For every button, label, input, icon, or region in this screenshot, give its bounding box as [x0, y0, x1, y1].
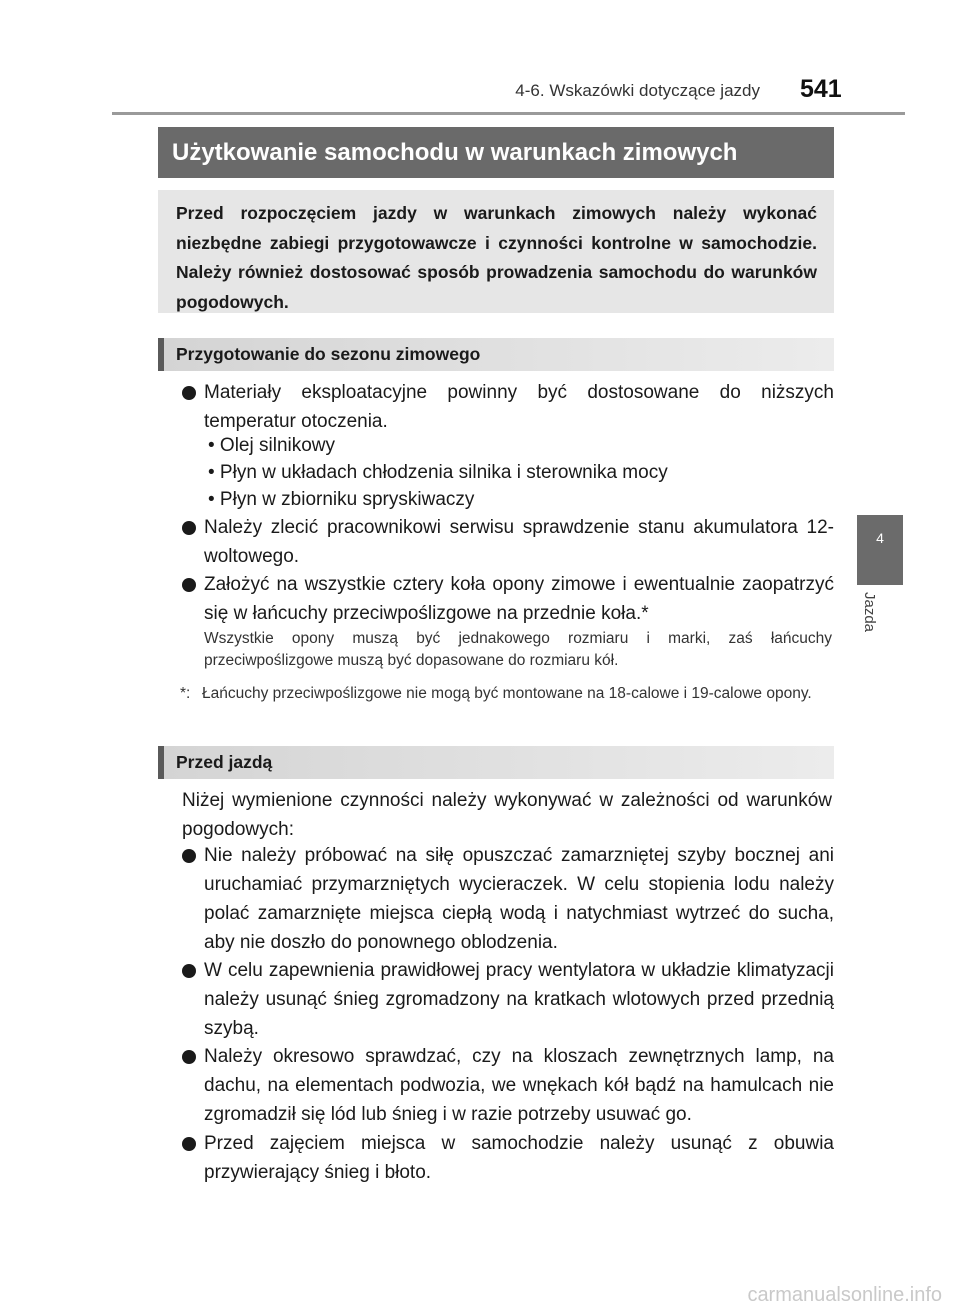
page-title: Użytkowanie samochodu w warunkach zimowych — [172, 139, 738, 166]
watermark: carmanualsonline.info — [747, 1284, 942, 1306]
bullet-icon — [182, 386, 196, 400]
sub-list-item: • Olej silnikowy — [208, 435, 336, 456]
intro-text: Przed rozpoczęciem jazdy w warunkach zimowych należy wykonać niezbędne zabiegi przygotowawcze i czynności kontrolne w samochodzie. Należy również dostosować sposób prowadzenia samochodu do warunków pogodowych. — [176, 203, 817, 312]
header-divider — [112, 112, 905, 115]
sub-list-item: • Płyn w zbiorniku spryskiwaczy — [208, 489, 475, 510]
list-item-text: Należy okresowo sprawdzać, czy na kloszach zewnętrznych lamp, na dachu, na elementach podwozia, we wnękach kół bądź na hamulcach nie zgromadził się lód lub śnieg i w razie potrzeby usuwać go. — [204, 1046, 834, 1125]
bullet-icon — [182, 578, 196, 592]
list-item-text: Należy zlecić pracownikowi serwisu sprawdzenie stanu akumulatora 12-woltowego. — [204, 517, 834, 567]
list-item-text: Przed zajęciem miejsca w samochodzie należy usunąć z obuwia przywierający śnieg i błoto. — [204, 1133, 834, 1183]
intro-box — [158, 190, 834, 313]
list-item-text: W celu zapewnienia prawidłowej pracy wentylatora w układzie klimatyzacji należy usunąć śnieg zgromadzony na kratkach wlotowych przed przednią szybą. — [204, 960, 834, 1039]
list-item — [180, 841, 834, 957]
page-number: 541 — [800, 75, 842, 103]
list-item-text: Nie należy próbować na siłę opuszczać zamarzniętej szyby bocznej ani uruchamiać przymarzniętych wycieraczek. W celu stopienia lodu należy polać zamarznięte miejsca ciepłą wodą i natychmiast wytrzeć do sucha, aby nie doszło do ponownego oblodzenia. — [204, 845, 834, 953]
section-heading-before-driving — [158, 746, 834, 779]
list-item — [180, 513, 834, 571]
section-reference: 4-6. Wskazówki dotyczące jazdy — [515, 81, 760, 100]
section-intro-text: Niżej wymienione czynności należy wykonywać w zależności od warunków pogodowych: — [182, 790, 832, 840]
chapter-number: 4 — [876, 530, 884, 546]
running-header — [0, 0, 960, 120]
footnote-text: Łańcuchy przeciwpoślizgowe nie mogą być montowane na 18-calowe i 19-calowe opony. — [202, 685, 812, 702]
page-title-bar — [158, 127, 834, 178]
bullet-icon — [182, 964, 196, 978]
chapter-title-text: Jazda — [861, 592, 878, 633]
list-item-text: Założyć na wszystkie cztery koła opony zimowe i ewentualnie zaopatrzyć się w łańcuchy przeciwpoślizgowe na przednie koła.* — [204, 574, 834, 624]
footnote — [180, 683, 832, 705]
list-item-text: Materiały eksploatacyjne powinny być dostosowane do niższych temperatur otoczenia. — [204, 382, 834, 432]
bullet-icon — [182, 1050, 196, 1064]
bullet-icon — [182, 849, 196, 863]
list-item — [180, 1042, 834, 1129]
sub-list-item: • Płyn w układach chłodzenia silnika i sterownika mocy — [208, 462, 668, 483]
bullet-icon — [182, 521, 196, 535]
chapter-title — [848, 592, 918, 672]
list-item — [180, 378, 834, 436]
footnote-marker: *: — [180, 685, 191, 702]
list-item — [180, 1129, 834, 1187]
section-heading-winter-prep — [158, 338, 834, 371]
bullet-icon — [182, 1137, 196, 1151]
note-text: Wszystkie opony muszą być jednakowego rozmiaru i marki, zaś łańcuchy przeciwpoślizgowe muszą być dopasowane do rozmiaru kół. — [204, 630, 832, 669]
chapter-tab — [857, 515, 903, 585]
list-item — [180, 956, 834, 1043]
section-heading-text: Przed jazdą — [176, 752, 273, 772]
section-heading-text: Przygotowanie do sezonu zimowego — [176, 344, 481, 364]
list-item — [180, 570, 834, 628]
